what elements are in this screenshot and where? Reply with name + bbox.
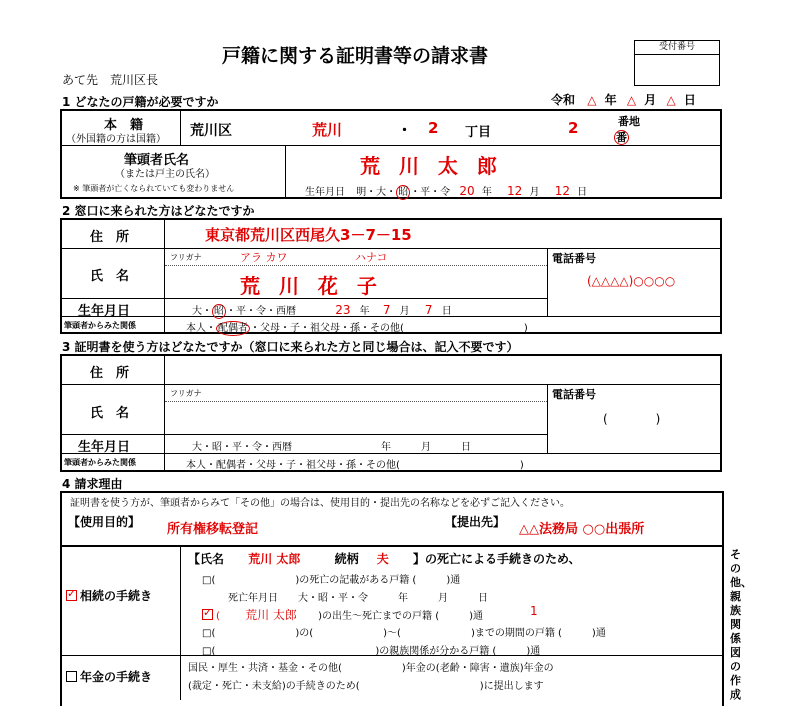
reception-number-box bbox=[634, 40, 720, 86]
honseki-chome-num: 2 bbox=[428, 119, 439, 137]
dest-value: △△法務局 ○○出張所 bbox=[519, 522, 645, 537]
s3-birth-eras: 大・昭・平・令・西暦 bbox=[192, 442, 292, 453]
souzoku-checkbox[interactable]: ✓ 相続の手続き bbox=[67, 587, 153, 603]
honseki-label: 本 籍 bbox=[104, 118, 144, 133]
hittou-label: 筆頭者氏名 bbox=[124, 153, 190, 168]
nenkin-line-2: (裁定・死亡・未支給)の手続きのため( )に提出します bbox=[188, 681, 544, 692]
nenkin-line-1: 国民・厚生・共済・基金・その他( )年金の(老齢・障害・遺族)年金の bbox=[188, 663, 554, 674]
line-a[interactable]: □( )の死亡の記載がある戸籍 ( )通 bbox=[202, 575, 461, 586]
page-title: 戸籍に関する証明書等の請求書 bbox=[222, 45, 489, 67]
line-d[interactable]: □( )の( )～( )までの期間の戸籍 ( )通 bbox=[202, 628, 606, 639]
honseki-chome-label: 丁目 bbox=[465, 125, 492, 140]
s2-tel-label: 電話番号 bbox=[552, 252, 596, 265]
honseki-town: 荒川 bbox=[312, 121, 343, 139]
s3-birth-units: 年 月 日 bbox=[381, 442, 471, 453]
section3-heading: 3 証明書を使う方はどなたですか（窓口に来られた方と同じ場合は、記入不要です） bbox=[62, 340, 519, 354]
line-c-check-icon: ✓ bbox=[203, 606, 213, 619]
s3-rel-label: 筆頭者からみた関係 bbox=[64, 458, 136, 467]
s2-birth-label: 生年月日 bbox=[78, 304, 131, 319]
line-e[interactable]: □( )の親族関係が分かる戸籍 ( )通 bbox=[202, 646, 541, 657]
s2-furigana-sei: アラ カワ bbox=[240, 251, 288, 264]
ban-label: 番 bbox=[616, 131, 627, 144]
s2-tel: (△△△△)○○○○ bbox=[587, 274, 676, 288]
honseki-banchi-num: 2 bbox=[568, 119, 579, 137]
s3-birth-label: 生年月日 bbox=[78, 440, 131, 455]
section4-heading: 4 請求理由 bbox=[62, 477, 123, 491]
s2-name-label: 氏 名 bbox=[90, 269, 130, 284]
deceased-line: 【氏名 荒川 太郎 続柄 夫 】の死亡による手続きのため、 bbox=[188, 552, 581, 566]
s3-tel-blank: ( ) bbox=[603, 412, 661, 426]
reception-number-label: 受付番号 bbox=[635, 41, 719, 55]
s2-address-label: 住 所 bbox=[90, 230, 130, 245]
s2-address: 東京都荒川区西尾久3－7－15 bbox=[205, 226, 412, 244]
hittou-name: 荒 川 太 郎 bbox=[360, 154, 503, 178]
souzoku-check-icon: ✓ bbox=[67, 587, 77, 600]
s3-tel-label: 電話番号 bbox=[552, 388, 596, 401]
s2-furigana-label: フリガナ bbox=[170, 253, 202, 262]
addressee: あて先 荒川区長 bbox=[62, 73, 159, 87]
dest-label: 【提出先】 bbox=[445, 515, 506, 529]
section2-heading: 2 窓口に来られた方はどなたですか bbox=[62, 204, 255, 218]
side-note: その他、親族関係図の作成 bbox=[730, 548, 752, 701]
purpose-value: 所有権移転登記 bbox=[167, 522, 259, 537]
hittou-sub: （または戸主の氏名） bbox=[115, 169, 215, 180]
hittou-note: ※ 筆頭者が亡くなられていても変わりません bbox=[73, 184, 235, 193]
line-c[interactable]: ✓ ( 荒川 太郎 )の出生～死亡までの戸籍 ( )通 bbox=[203, 606, 483, 622]
nenkin-check-icon bbox=[66, 671, 77, 682]
s2-name: 荒 川 花 子 bbox=[240, 274, 383, 298]
line-c-count: 1 bbox=[530, 604, 538, 618]
s3-furigana-label: フリガナ bbox=[170, 389, 202, 398]
hittou-birth: 生年月日 明・大・ 昭 ・平・令 20 年 12 月 12 日 bbox=[305, 184, 588, 198]
request-date: 令和 △ 年 △ 月 △ 日 bbox=[551, 93, 696, 107]
honseki-sub: （外国籍の方は国籍） bbox=[66, 134, 166, 145]
s2-rel-label: 筆頭者からみた関係 bbox=[64, 321, 136, 330]
section1-heading: 1 どなたの戸籍が必要ですか bbox=[62, 95, 219, 109]
purpose-label: 【使用目的】 bbox=[68, 515, 141, 529]
line-b: 死亡年月日 大・昭・平・令 年 月 日 bbox=[228, 593, 488, 604]
s2-rel-options: 本人・ 配偶者 ・父母・子・祖父母・孫・その他( ) bbox=[186, 323, 528, 334]
nenkin-checkbox[interactable]: 年金の手続き bbox=[66, 668, 152, 685]
honseki-dot: ・ bbox=[397, 121, 413, 139]
s2-furigana-mei: ハナコ bbox=[355, 251, 388, 264]
honseki-ward: 荒川区 bbox=[190, 123, 232, 139]
banchi-label: 番地 bbox=[618, 115, 640, 128]
s2-birth: 大・ 昭 ・平・令・西暦 23 年 7 月 7 日 bbox=[192, 303, 452, 317]
s3-address-label: 住 所 bbox=[90, 366, 130, 381]
s3-name-label: 氏 名 bbox=[90, 406, 130, 421]
s3-rel-options: 本人・配偶者・父母・子・祖父母・孫・その他( ) bbox=[186, 460, 524, 471]
s4-note: 証明書を使う方が、筆頭者からみて「その他」の場合は、使用目的・提出先の名称などを必ずご記入ください。 bbox=[70, 498, 570, 509]
